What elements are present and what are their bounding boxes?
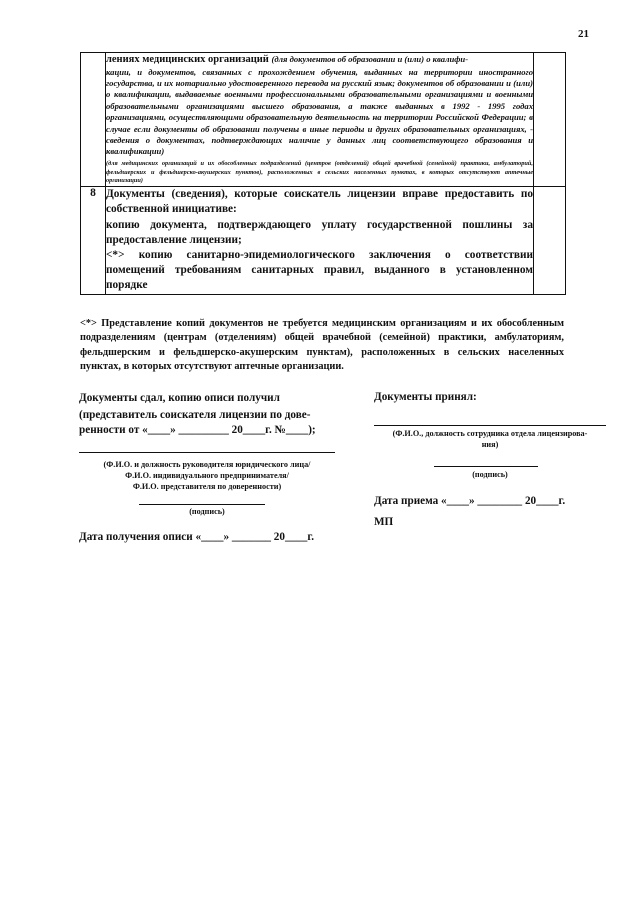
submitter-block (79, 391, 335, 545)
row-paragraph: <*> копию санитарно-эпидемиологического заключения о соответствии помещений требованиям санитарных правил, выданного в установленном порядке (106, 248, 533, 292)
name-caption: Ф.И.О. представителя по доверенности) (132, 481, 282, 491)
signature-caption: (подпись) (472, 470, 508, 479)
table-row (81, 187, 566, 294)
name-caption: (Ф.И.О., должность сотрудника отдела лицензирова- (392, 429, 588, 438)
row-text-body: кации, и документов, связанных с прохождением обучения, выданных на территории иностранного государства, и их нотариально удостоверенного перевода на русский язык; документов об образовании и (или) о квалификации, выдаваемые военными профессиональными образовательными организациями и военными образовательными организациями высшего образования, а также выданных в 1992 - 1995 годах организациями, осуществляющими образовательную деятельность на территории Российской Федерации; в случае если документы об образовании получены в иные периоды и других образовательных организациях, - сведения о документах, подтверждающих наличие у данных лиц соответствующего образования и квалификации) (106, 66, 533, 157)
row-description (106, 187, 534, 294)
documents-table (80, 52, 566, 295)
row-description (106, 53, 534, 187)
signature-line (434, 466, 538, 467)
name-line (79, 452, 335, 453)
footnote: <*> Представление копий документов не требуется медицинским организациям и их обособленным подразделениям (центрам (отделениям) общей врачебной (семейной) практики, амбулаториям, фельдшерским и фельдшерско-акушерским пунктам), расположенных в сельских населенных пунктах, в которых отсутствуют аптечные организации. (80, 318, 564, 373)
submitter-line: (представитель соискателя лицензии по дове- (79, 409, 311, 422)
submitter-line: Документы сдал, копию описи получил (79, 392, 280, 404)
row-paragraph: Документы (сведения), которые соискатель лицензии вправе предоставить по собственной инициативе: (106, 188, 533, 216)
row-text-note: (для медицинских организаций и их обособленных подразделений (центров (отделений) общей врачебной (семейной) практики, амбулаторий, фельдшерских и фельдшерско-акушерских пунктов), расположенных в сельских населенных пунктах, в которых отсутствуют аптечные организации) (106, 159, 533, 185)
name-caption: ния) (481, 440, 499, 449)
table-row (81, 53, 566, 187)
signature-line (139, 504, 265, 505)
submitter-line: ренности от «____» _________ 20____г. №____); (79, 424, 316, 437)
receipt-date: Дата получения описи «____» _______ 20____г. (79, 530, 314, 543)
name-caption: (Ф.И.О. и должность руководителя юридического лица/ (103, 459, 311, 469)
accept-date: Дата приема «____» ________ 20____г. (374, 495, 566, 507)
name-line (374, 425, 606, 426)
row-number: 8 (81, 187, 106, 294)
row-text-first-line (106, 53, 533, 67)
row-paragraph: копию документа, подтверждающего уплату государственной пошлины за предоставление лицензии; (106, 218, 533, 246)
row-number (81, 53, 106, 187)
row-text-bold: лениях медицинских организаций (106, 54, 269, 65)
stamp-place-label: МП (374, 516, 394, 528)
receiver-block (374, 391, 606, 507)
signature-caption: (подпись) (189, 506, 225, 516)
page-number: 21 (578, 28, 589, 40)
row-mark-cell (534, 187, 566, 294)
row-text-italic: (для документов об образовании и (или) о квалифи- (271, 54, 469, 64)
name-caption: Ф.И.О. индивидуального предпринимателя/ (125, 470, 289, 480)
receiver-title: Документы принял: (374, 391, 477, 403)
row-mark-cell (534, 53, 566, 187)
